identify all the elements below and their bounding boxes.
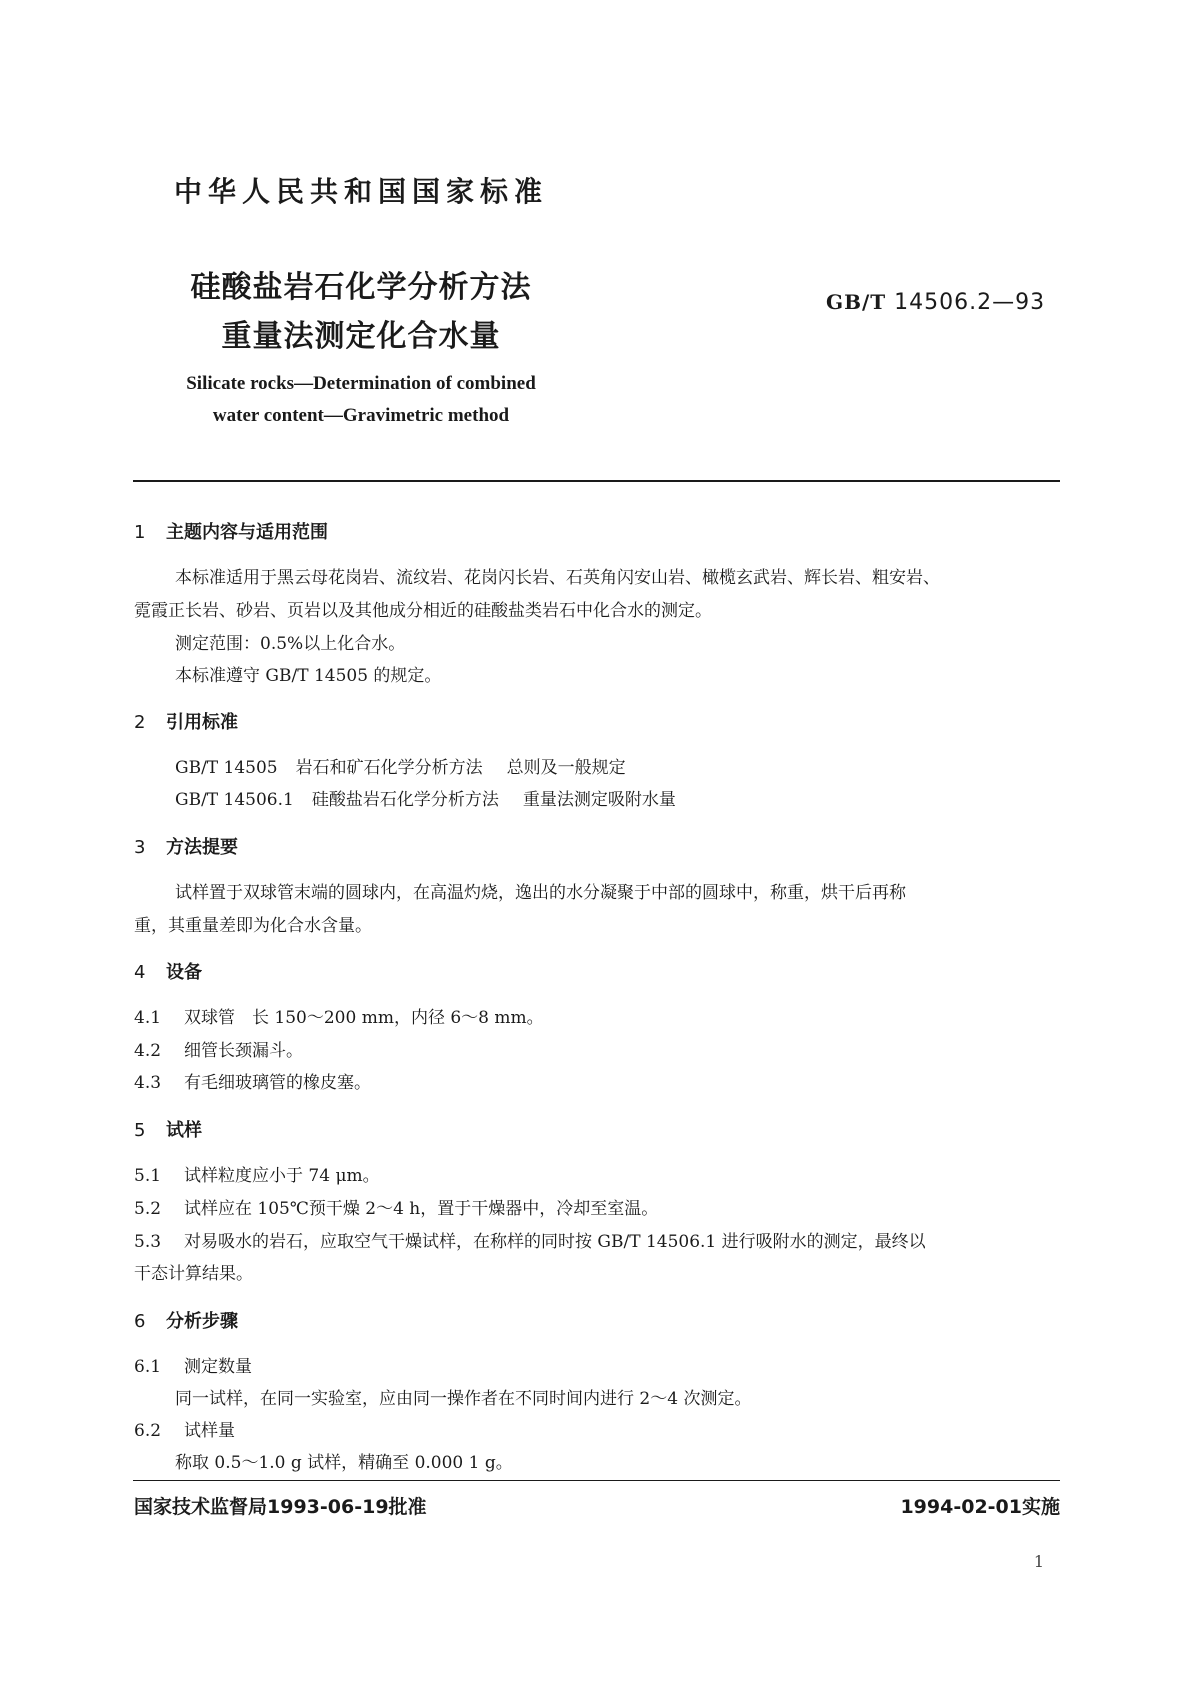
item-text: 双球管 长 150～200 mm，内径 6～8 mm。 [184,1008,544,1028]
section-3-line1: 试样置于双球管末端的圆球内，在高温灼烧，逸出的水分凝聚于中部的圆球中，称重，烘干后再称 [175,883,906,903]
header-divider [133,480,1060,482]
item-text: 细管长颈漏斗。 [184,1041,303,1061]
section-number: 6 [134,1311,146,1332]
item-number: 5.1 [134,1166,162,1186]
equipment-item [134,1003,544,1028]
reference-subtitle: 重量法测定吸附水量 [522,790,676,810]
subsection-6-1 [134,1352,252,1377]
item-number: 5.3 [134,1232,162,1252]
item-number: 4.1 [134,1008,162,1028]
title-en-line2: water content—Gravimetric method [212,405,510,426]
item-text: 试样粒度应小于 74 μm。 [184,1166,380,1186]
reference-code: GB/T 14505 [175,758,278,778]
standard-code [826,290,1045,315]
section-title: 试样 [166,1120,202,1141]
section-4-heading [134,958,202,984]
section-2-heading [134,708,238,734]
subsection-title: 试样量 [184,1421,235,1441]
item-number: 6.1 [134,1357,162,1377]
section-title: 主题内容与适用范围 [166,522,328,543]
section-number: 2 [134,712,146,733]
item-number: 6.2 [134,1421,162,1441]
footer-divider [133,1480,1060,1481]
equipment-item [134,1036,303,1061]
section-number: 3 [134,837,146,858]
item-number: 4.2 [134,1041,162,1061]
section-title: 方法提要 [166,837,238,858]
item-text: 有毛细玻璃管的橡皮塞。 [184,1073,371,1093]
reference-subtitle: 总则及一般规定 [506,758,626,778]
sample-item [134,1194,658,1219]
subsection-title: 测定数量 [184,1357,252,1377]
section-number: 5 [134,1120,146,1141]
national-standard-heading: 中华人民共和国国家标准 [173,175,548,208]
item-text: 对易吸水的岩石，应取空气干燥试样，在称样的同时按 GB/T 14506.1 进行吸附水的测定，最终以 [184,1232,926,1252]
section-1-compliance: 本标准遵守 GB/T 14505 的规定。 [175,666,442,686]
reference-2 [175,785,676,810]
standard-code-prefix: GB/T [826,290,887,314]
reference-title: 岩石和矿石化学分析方法 [295,758,483,778]
title-en-line1: Silicate rocks—Determination of combined [186,373,536,394]
section-1-paragraph-line1: 本标准适用于黑云母花岗岩、流纹岩、花岗闪长岩、石英角闪安山岩、橄榄玄武岩、辉长岩、粗安岩、 [175,568,940,588]
title-cn-line2: 重量法测定化合水量 [221,319,501,354]
section-number: 1 [134,522,146,543]
section-1-range: 测定范围：0.5%以上化合水。 [175,634,406,654]
subsection-6-2-text: 称取 0.5～1.0 g 试样，精确至 0.000 1 g。 [175,1453,513,1473]
equipment-item [134,1068,371,1093]
standard-code-number: 14506.2—93 [894,290,1046,315]
reference-code: GB/T 14506.1 [175,790,294,810]
page-number: 1 [1033,1552,1044,1571]
title-cn-line1: 硅酸盐岩石化学分析方法 [190,270,532,305]
sample-item [134,1161,380,1186]
reference-1 [175,753,626,778]
section-1-heading [134,518,328,544]
section-3-heading [134,833,238,859]
item-text: 试样应在 105℃预干燥 2～4 h，置于干燥器中，冷却至室温。 [184,1199,659,1219]
sample-item-continuation: 干态计算结果。 [134,1264,253,1284]
section-title: 设备 [166,962,202,983]
section-3-line2: 重，其重量差即为化合水含量。 [134,916,372,936]
implementation-date: 1994-02-01实施 [900,1496,1060,1518]
reference-title: 硅酸盐岩石化学分析方法 [311,790,499,810]
subsection-6-2 [134,1416,235,1441]
section-number: 4 [134,962,146,983]
approval-date: 国家技术监督局1993-06-19批准 [134,1496,427,1518]
section-5-heading [134,1116,202,1142]
section-1-paragraph-line2: 霓霞正长岩、砂岩、页岩以及其他成分相近的硅酸盐类岩石中化合水的测定。 [134,601,712,621]
section-6-heading [134,1307,238,1333]
section-title: 分析步骤 [166,1311,238,1332]
section-title: 引用标准 [166,712,238,733]
sample-item [134,1227,926,1252]
subsection-6-1-text: 同一试样，在同一实验室，应由同一操作者在不同时间内进行 2～4 次测定。 [175,1389,752,1409]
item-number: 5.2 [134,1199,162,1219]
item-number: 4.3 [134,1073,162,1093]
